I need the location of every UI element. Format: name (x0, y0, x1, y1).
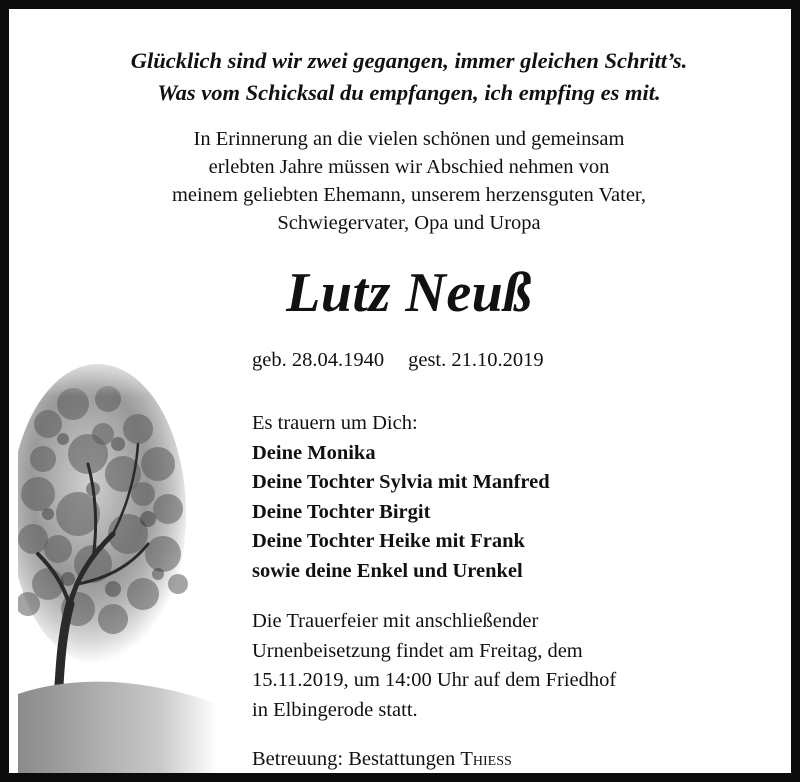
mourners-list (252, 439, 792, 587)
mourner-item: Deine Monika (252, 441, 376, 464)
deceased-name: Lutz Neuß (286, 262, 532, 324)
funeral-line: 15.11.2019, um 14:00 Uhr auf dem Friedhof (252, 669, 617, 691)
funeral-home-name: Thieß (460, 748, 512, 770)
mourner-item: Deine Tochter Sylvia mit Manfred (252, 471, 550, 493)
funeral-line: in Elbingerode statt. (252, 698, 418, 721)
funeral-info (252, 607, 792, 725)
mourner-item: Deine Tochter Birgit (252, 500, 431, 523)
intro-line: meinem geliebten Ehemann, unserem herzensguten Vater, (171, 184, 647, 206)
death-date: gest. 21.10.2019 (408, 349, 544, 371)
tree-illustration (18, 344, 218, 782)
life-dates (252, 345, 772, 375)
funeral-line: Die Trauerfeier mit anschließender (252, 610, 539, 632)
intro-line: erlebten Jahre müssen wir Abschied nehmen von (208, 156, 610, 178)
funeral-home-label: Betreuung: Bestattungen (252, 748, 456, 770)
verse-line: Glücklich sind wir zwei gegangen, immer gleichen Schritt’s. (130, 48, 688, 73)
intro-text (18, 125, 800, 237)
mourner-item: sowie deine Enkel und Urenkel (252, 559, 523, 582)
verse (18, 45, 800, 109)
mourners-section (252, 409, 792, 586)
funeral-home (252, 745, 792, 773)
mourner-item: Deine Tochter Heike mit Frank (252, 530, 525, 552)
verse-line: Was vom Schicksal du empfangen, ich empfing es mit. (157, 80, 661, 105)
mourners-intro: Es trauern um Dich: (252, 412, 418, 434)
intro-line: In Erinnerung an die vielen schönen und gemeinsam (193, 128, 625, 150)
birth-date: geb. 28.04.1940 (252, 349, 385, 371)
intro-line: Schwiegervater, Opa und Uropa (277, 212, 541, 234)
funeral-line: Urnenbeisetzung findet am Freitag, dem (252, 639, 583, 662)
